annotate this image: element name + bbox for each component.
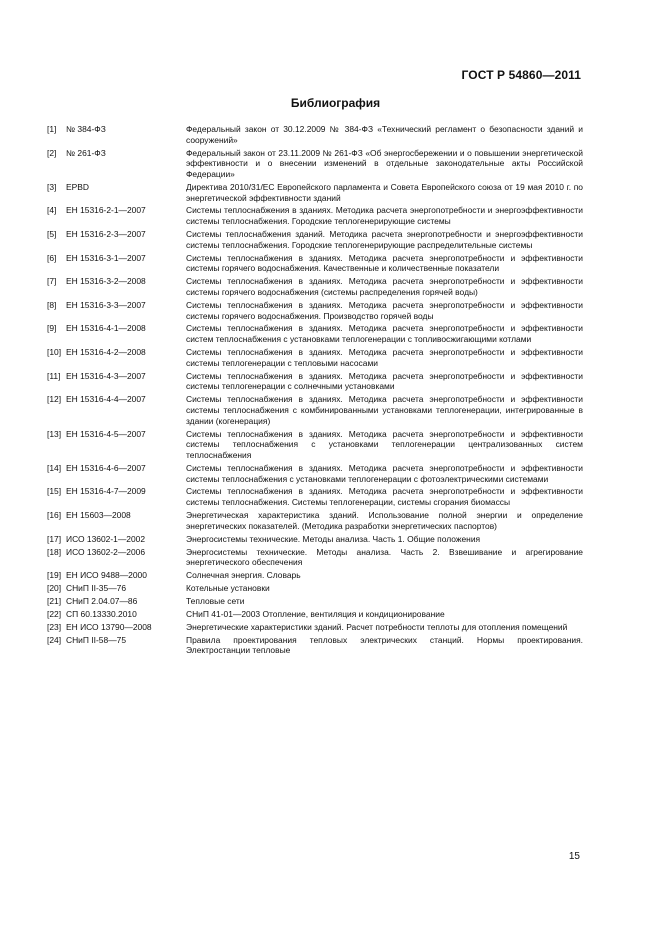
- entry-description: Системы теплоснабжения в зданиях. Методика расчета энергопотребности и эффективности системы горячего водоснабжения (системы распределения горячей воды): [186, 276, 583, 297]
- entry-description: СНиП 41-01—2003 Отопление, вентиляция и кондиционирование: [186, 608, 445, 619]
- entry-code: ЕН 15316-4-3—2007: [66, 370, 146, 381]
- bibliography-entry: [47, 276, 583, 297]
- bibliography-entry: [47, 371, 583, 392]
- entry-description: Тепловые сети: [186, 595, 245, 606]
- entry-description: Системы теплоснабжения в зданиях. Методика расчета энергопотребности и эффективности системы теплоснабжения с установками теплогенерации с фотоэлектрическими системами: [186, 462, 583, 484]
- bibliography-entry: [47, 394, 583, 426]
- entry-number: [7]: [47, 276, 57, 287]
- entry-description: Системы теплоснабжения в зданиях. Методика расчета энергопотребности и эффективности системы теплоснабжения с установками теплогенерации централизованных систем теплоснабжения: [186, 428, 583, 460]
- entry-code: ЕН 15316-4-4—2007: [66, 394, 146, 405]
- entry-code: ЕН 15316-4-2—2008: [66, 347, 146, 358]
- entry-code: ИСО 13602-1—2002: [66, 533, 146, 544]
- entry-description: Системы теплоснабжения в зданиях. Методика расчета энергопотребности и эффективности системы горячего водоснабжения. Качественные и количественные показатели: [186, 252, 583, 274]
- entry-code: ЕН ИСО 13790—2008: [66, 621, 152, 632]
- bibliography-entry: [47, 534, 583, 545]
- entry-code: ЕН ИСО 9488—2000: [66, 570, 147, 581]
- entry-number: [17]: [47, 533, 62, 544]
- bibliography-entry: [47, 323, 583, 344]
- bibliography-entry: [47, 253, 583, 274]
- entry-code: ЕН 15316-3-3—2007: [66, 299, 146, 310]
- entry-code: ИСО 13602-2—2006: [66, 546, 146, 557]
- entry-number: [11]: [47, 370, 61, 381]
- entry-description: Системы теплоснабжения в зданиях. Методика расчета энергопотребности и эффективности систем теплоснабжения с установками теплогенерации с топливосжигающими котлами: [186, 323, 583, 345]
- bibliography-entry: [47, 229, 583, 250]
- entry-code: ЕН 15316-2-1—2007: [66, 205, 146, 216]
- entry-code: № 384-ФЗ: [66, 124, 106, 134]
- entry-code: СНиП II-35—76: [66, 582, 127, 593]
- entry-number: [2]: [47, 147, 57, 158]
- entry-description: Федеральный закон от 30.12.2009 № 384-ФЗ «Технический регламент о безопасности зданий и сооружений»: [186, 124, 583, 145]
- bibliography-entry: [47, 510, 583, 531]
- entry-number: [3]: [47, 181, 57, 192]
- entry-description: Системы теплоснабжения в зданиях. Методика расчета энергопотребности и эффективности системы теплоснабжения. Системы теплогенерации, системы сгорания биомассы: [186, 486, 583, 508]
- entry-code: ЕН 15316-4-6—2007: [66, 462, 146, 473]
- entry-description: Системы теплоснабжения в зданиях. Методика расчета энергопотребности и энергоэффективности системы теплоснабжения. Городские теплогенерирующие системы: [186, 205, 583, 227]
- entry-description: Системы теплоснабжения в зданиях. Методика расчета энергопотребности и эффективности системы теплогенерации с солнечными установками: [186, 370, 583, 392]
- bibliography-entry: [47, 205, 583, 226]
- bibliography-entry: [47, 429, 583, 461]
- bibliography-entry: [47, 148, 583, 180]
- entry-description: Системы теплоснабжения зданий. Методика расчета энергопотребности и энергоэффективности системы теплоснабжения. Городские теплогенерирующие распределительные системы: [186, 229, 583, 250]
- bibliography-entry: [47, 596, 583, 607]
- document-code: ГОСТ Р 54860—2011: [461, 68, 581, 82]
- entry-description: Системы теплоснабжения в зданиях. Методика расчета энергопотребности и эффективности системы теплогенерации с тепловыми насосами: [186, 347, 583, 368]
- entry-description: Энергосистемы технические. Методы анализа. Часть 1. Общие положения: [186, 533, 481, 544]
- bibliography-entry: [47, 486, 583, 507]
- entry-number: [5]: [47, 229, 57, 240]
- entry-description: Котельные установки: [186, 582, 270, 593]
- bibliography-title: Библиография: [290, 96, 381, 110]
- bibliography-entry: [47, 124, 583, 145]
- entry-number: [9]: [47, 323, 57, 334]
- entry-number: [20]: [47, 582, 62, 593]
- entry-description: Энергосистемы технические. Методы анализа. Часть 2. Взвешивание и агрегирование энергетического обеспечения: [186, 546, 583, 568]
- bibliography-entry: [47, 583, 583, 594]
- bibliography-entry: [47, 622, 583, 633]
- entry-number: [14]: [47, 462, 62, 473]
- entry-code: ЕН 15316-2-3—2007: [66, 229, 146, 240]
- entry-description: Системы теплоснабжения в зданиях. Методика расчета энергопотребности и эффективности системы горячего водоснабжения. Производство горячей воды: [186, 299, 583, 321]
- bibliography-entry: [47, 300, 583, 321]
- entry-code: СП 60.13330.2010: [66, 608, 137, 619]
- bibliography-entry: [47, 547, 583, 568]
- entry-number: [16]: [47, 510, 62, 521]
- entry-number: [8]: [47, 299, 57, 310]
- entry-code: ЕН 15316-3-1—2007: [66, 252, 146, 263]
- entry-code: СНиП II-58—75: [66, 634, 127, 645]
- entry-number: [6]: [47, 252, 57, 263]
- entry-number: [10]: [47, 347, 62, 358]
- entry-code: EPBD: [66, 181, 89, 192]
- entry-code: СНиП 2.04.07—86: [66, 595, 138, 606]
- entry-description: Энергетическая характеристика зданий. Использование полной энергии и определение энергетических показателей. (Методика разработки энергетических паспортов): [186, 510, 583, 531]
- entry-number: [13]: [47, 428, 62, 439]
- entry-description: Системы теплоснабжения в зданиях. Методика расчета энергопотребности и эффективности системы теплоснабжения с комбинированными установками теплогенерации, интегрированные в здании (когенерация): [186, 394, 583, 426]
- page-number: 15: [568, 851, 580, 862]
- bibliography-entry: [47, 609, 583, 620]
- entry-description: Энергетические характеристики зданий. Расчет потребности теплоты для отопления помещений: [186, 621, 568, 632]
- entry-number: [24]: [47, 634, 62, 645]
- entry-code: ЕН 15603—2008: [66, 510, 131, 521]
- bibliography-entry: [47, 570, 583, 581]
- entry-code: ЕН 15316-4-7—2009: [66, 486, 146, 497]
- entry-description: Федеральный закон от 23.11.2009 № 261-ФЗ «Об энергосбережении и о повышении энергетической эффективности и о внесении изменений в отдельные законодательные акты Российской Федерации»: [186, 147, 583, 179]
- bibliography-entry: [47, 347, 583, 368]
- entry-number: [18]: [47, 546, 62, 557]
- entry-description: Солнечная энергия. Словарь: [186, 570, 301, 581]
- entry-code: ЕН 15316-4-5—2007: [66, 428, 146, 439]
- entry-number: [1]: [47, 124, 57, 134]
- entry-code: ЕН 15316-4-1—2008: [66, 323, 146, 334]
- entry-number: [23]: [47, 621, 62, 632]
- entry-description: Правила проектирования тепловых электрических станций. Нормы проектирования. Электростанции тепловые: [186, 634, 583, 656]
- bibliography-entry: [47, 182, 583, 203]
- entry-number: [15]: [47, 486, 62, 497]
- bibliography-entry: [47, 463, 583, 484]
- entry-number: [22]: [47, 608, 62, 619]
- entry-number: [4]: [47, 205, 57, 216]
- entry-code: № 261-ФЗ: [66, 147, 106, 158]
- entry-number: [12]: [47, 394, 62, 405]
- entry-code: ЕН 15316-3-2—2008: [66, 276, 146, 287]
- bibliography-entry: [47, 635, 583, 656]
- bibliography-list: [47, 124, 583, 658]
- entry-description: Директива 2010/31/ЕС Европейского парламента и Совета Европейского союза от 19 мая 2010 г. по энергетической эффективности зданий: [186, 181, 583, 203]
- entry-number: [21]: [47, 595, 62, 606]
- entry-number: [19]: [47, 570, 62, 581]
